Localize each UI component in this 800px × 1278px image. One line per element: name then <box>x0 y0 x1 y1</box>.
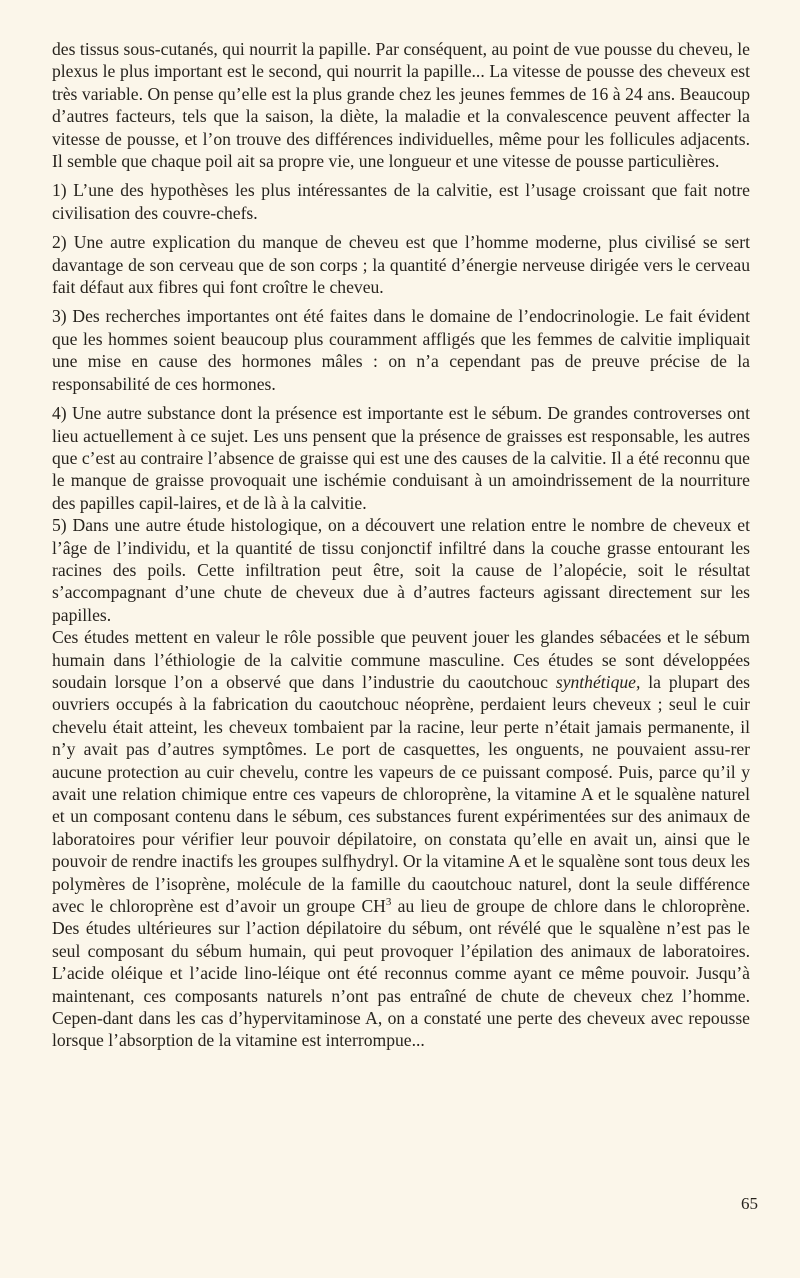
conclusion-text-part-1: Ces études mettent en valeur le rôle possible que peuvent jouer les glandes sébacées et le sébum humain dans l’éthiologie de la calvitie commune masculine. Ces études se sont développées soudain lorsque l’on a observé que dans l’industrie du caoutchouc <box>52 627 750 692</box>
page-number: 65 <box>741 1194 758 1213</box>
italic-synthetique: synthétique, <box>555 671 641 692</box>
hypothesis-1-paragraph: 1) L’une des hypothèses les plus intéressantes de la calvitie, est l’usage croissant que fait notre civilisation des couvre-chefs. <box>52 180 750 223</box>
hypothesis-2-paragraph: 2) Une autre explication du manque de cheveu est que l’homme moderne, plus civilisé se sert davantage de son cerveau que de son corps ; la quantité d’énergie nerveuse dirigée vers le cerveau fait défaut aux fibres qui font croître le cheveu. <box>52 232 750 298</box>
intro-paragraph: des tissus sous-cutanés, qui nourrit la papille. Par conséquent, au point de vue pousse du cheveu, le plexus le plus important est le second, qui nourrit la papille... La vitesse de pousse des cheveux est très variable. On pense qu’elle est la plus grande chez les jeunes femmes de 16 à 24 ans. Beaucoup d’autres facteurs, tels que la saison, la diète, la maladie et la convalescence peuvent affecter la vitesse de pousse, et l’on trouve des différences individuelles, même pour les follicules adjacents. Il semble que chaque poil ait sa propre vie, une longueur et une vitesse de pousse particulières. <box>52 39 750 172</box>
body-text <box>52 38 750 1052</box>
conclusion-text-part-3: au lieu de groupe de chlore dans le chloroprène. Des études ultérieures sur l’action dépilatoire du sébum, ont révélé que le squalène n’est pas le seul composant du sébum humain, qui peut provoquer l’épilation des animaux de laboratoires. L’acide oléique et l’acide lino-léique ont été reconnus comme ayant ce même pouvoir. Jusqu’à maintenant, ces composants naturels n’ont pas entraîné de chute de cheveux chez l’homme. Cepen-dant dans les cas d’hypervitaminose A, on a constaté une perte des cheveux avec repousse lorsque l’absorption de la vitamine est interrompue... <box>52 896 750 1051</box>
conclusion-paragraph <box>52 626 750 1052</box>
conclusion-text-part-2: la plupart des ouvriers occupés à la fabrication du caoutchouc néoprène, perdaient leurs cheveux ; seul le cuir chevelu était atteint, les cheveux tombaient par la racine, leur perte n’était jamais permanente, il n’y avait pas d’autres symptômes. Le port de casquettes, les onguents, ne pouvaient assu-rer aucune protection au cuir chevelu, contre les vapeurs de ce puissant composé. Puis, parce qu’il y avait une relation chimique entre ces vapeurs de chloroprène, la vitamine A et le squalène naturel et un composant contenu dans le sébum, ces substances furent expérimentées sur des animaux de laboratoires pour vérifier leur pouvoir dépilatoire, on constata qu’elle en avait un, ainsi que le pouvoir de rendre inactifs les groupes sulfhydryl. Or la vitamine A et le squalène sont tous deux les polymères de l’isoprène, molécule de la famille du caoutchouc naturel, dont la seule différence avec le chloroprène est d’avoir un groupe CH <box>52 671 751 917</box>
hypothesis-5-paragraph: 5) Dans une autre étude histologique, on a découvert une relation entre le nombre de cheveux et l’âge de l’individu, et la quantité de tissu conjonctif infiltré dans la couche grasse entourant les racines des poils. Cette infiltration peut être, soit la cause de l’alopécie, soit le résultat s’accompagnant d’une chute de cheveux due à d’autres facteurs agissant directement sur les papilles. <box>52 515 750 625</box>
hypothesis-4-paragraph: 4) Une autre substance dont la présence est importante est le sébum. De grandes controverses ont lieu actuellement à ce sujet. Les uns pensent que la présence de graisses est responsable, les autres que c’est au contraire l’absence de graisse qui est une des causes de la calvitie. Il a été reconnu que le manque de graisse provoquait une ischémie conduisant à un amoindrissement de la nourriture des papilles capil-laires, et de là à la calvitie. <box>52 403 750 513</box>
hypothesis-3-paragraph: 3) Des recherches importantes ont été faites dans le domaine de l’endocrinologie. Le fait évident que les hommes soient beaucoup plus couramment affligés que les femmes de calvitie impliquait une mise en cause des hormones mâles : on n’a cependant pas de preuve précise de la responsabilité de ces hormones. <box>52 306 750 394</box>
ch3-superscript: 3 <box>385 896 392 909</box>
